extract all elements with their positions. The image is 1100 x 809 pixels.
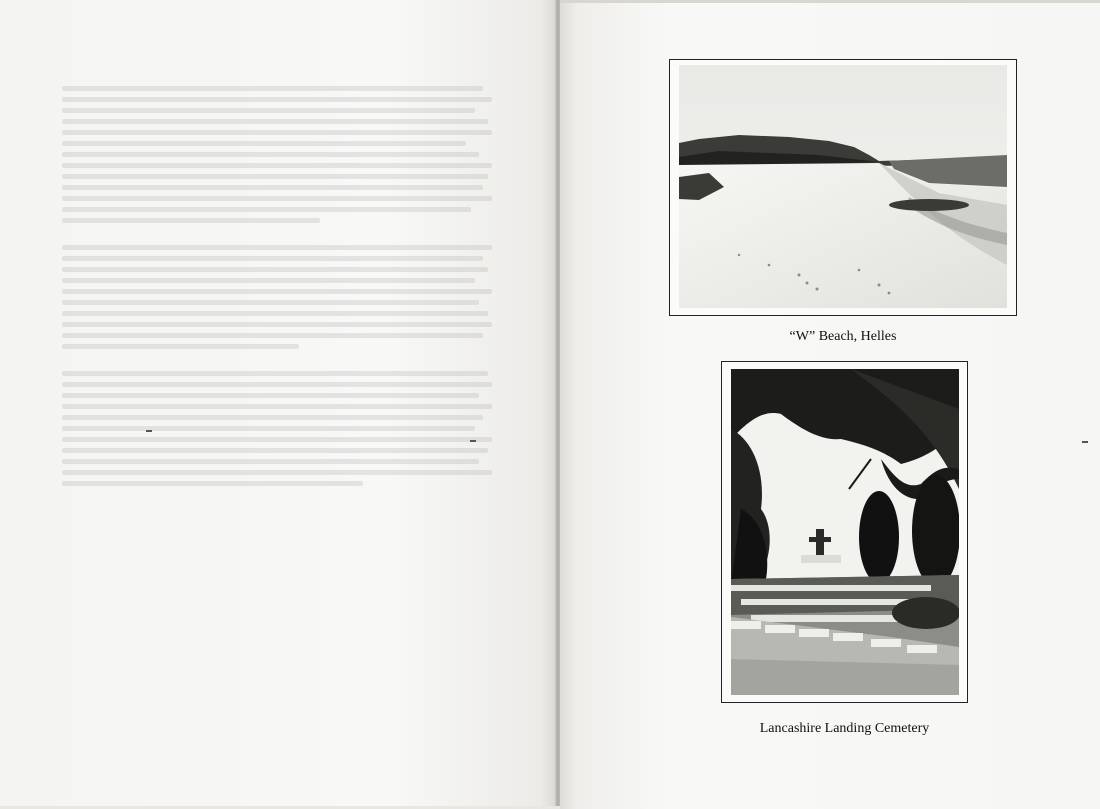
margin-mark bbox=[1082, 441, 1088, 443]
show-through-text bbox=[62, 80, 492, 760]
margin-mark bbox=[470, 440, 476, 442]
cemetery-caption: Lancashire Landing Cemetery bbox=[759, 721, 930, 736]
beach-photo bbox=[679, 65, 1007, 308]
beach-caption: “W” Beach, Helles bbox=[789, 329, 897, 344]
margin-mark bbox=[146, 430, 152, 432]
right-page bbox=[560, 0, 1100, 809]
cemetery-photo bbox=[731, 369, 959, 695]
